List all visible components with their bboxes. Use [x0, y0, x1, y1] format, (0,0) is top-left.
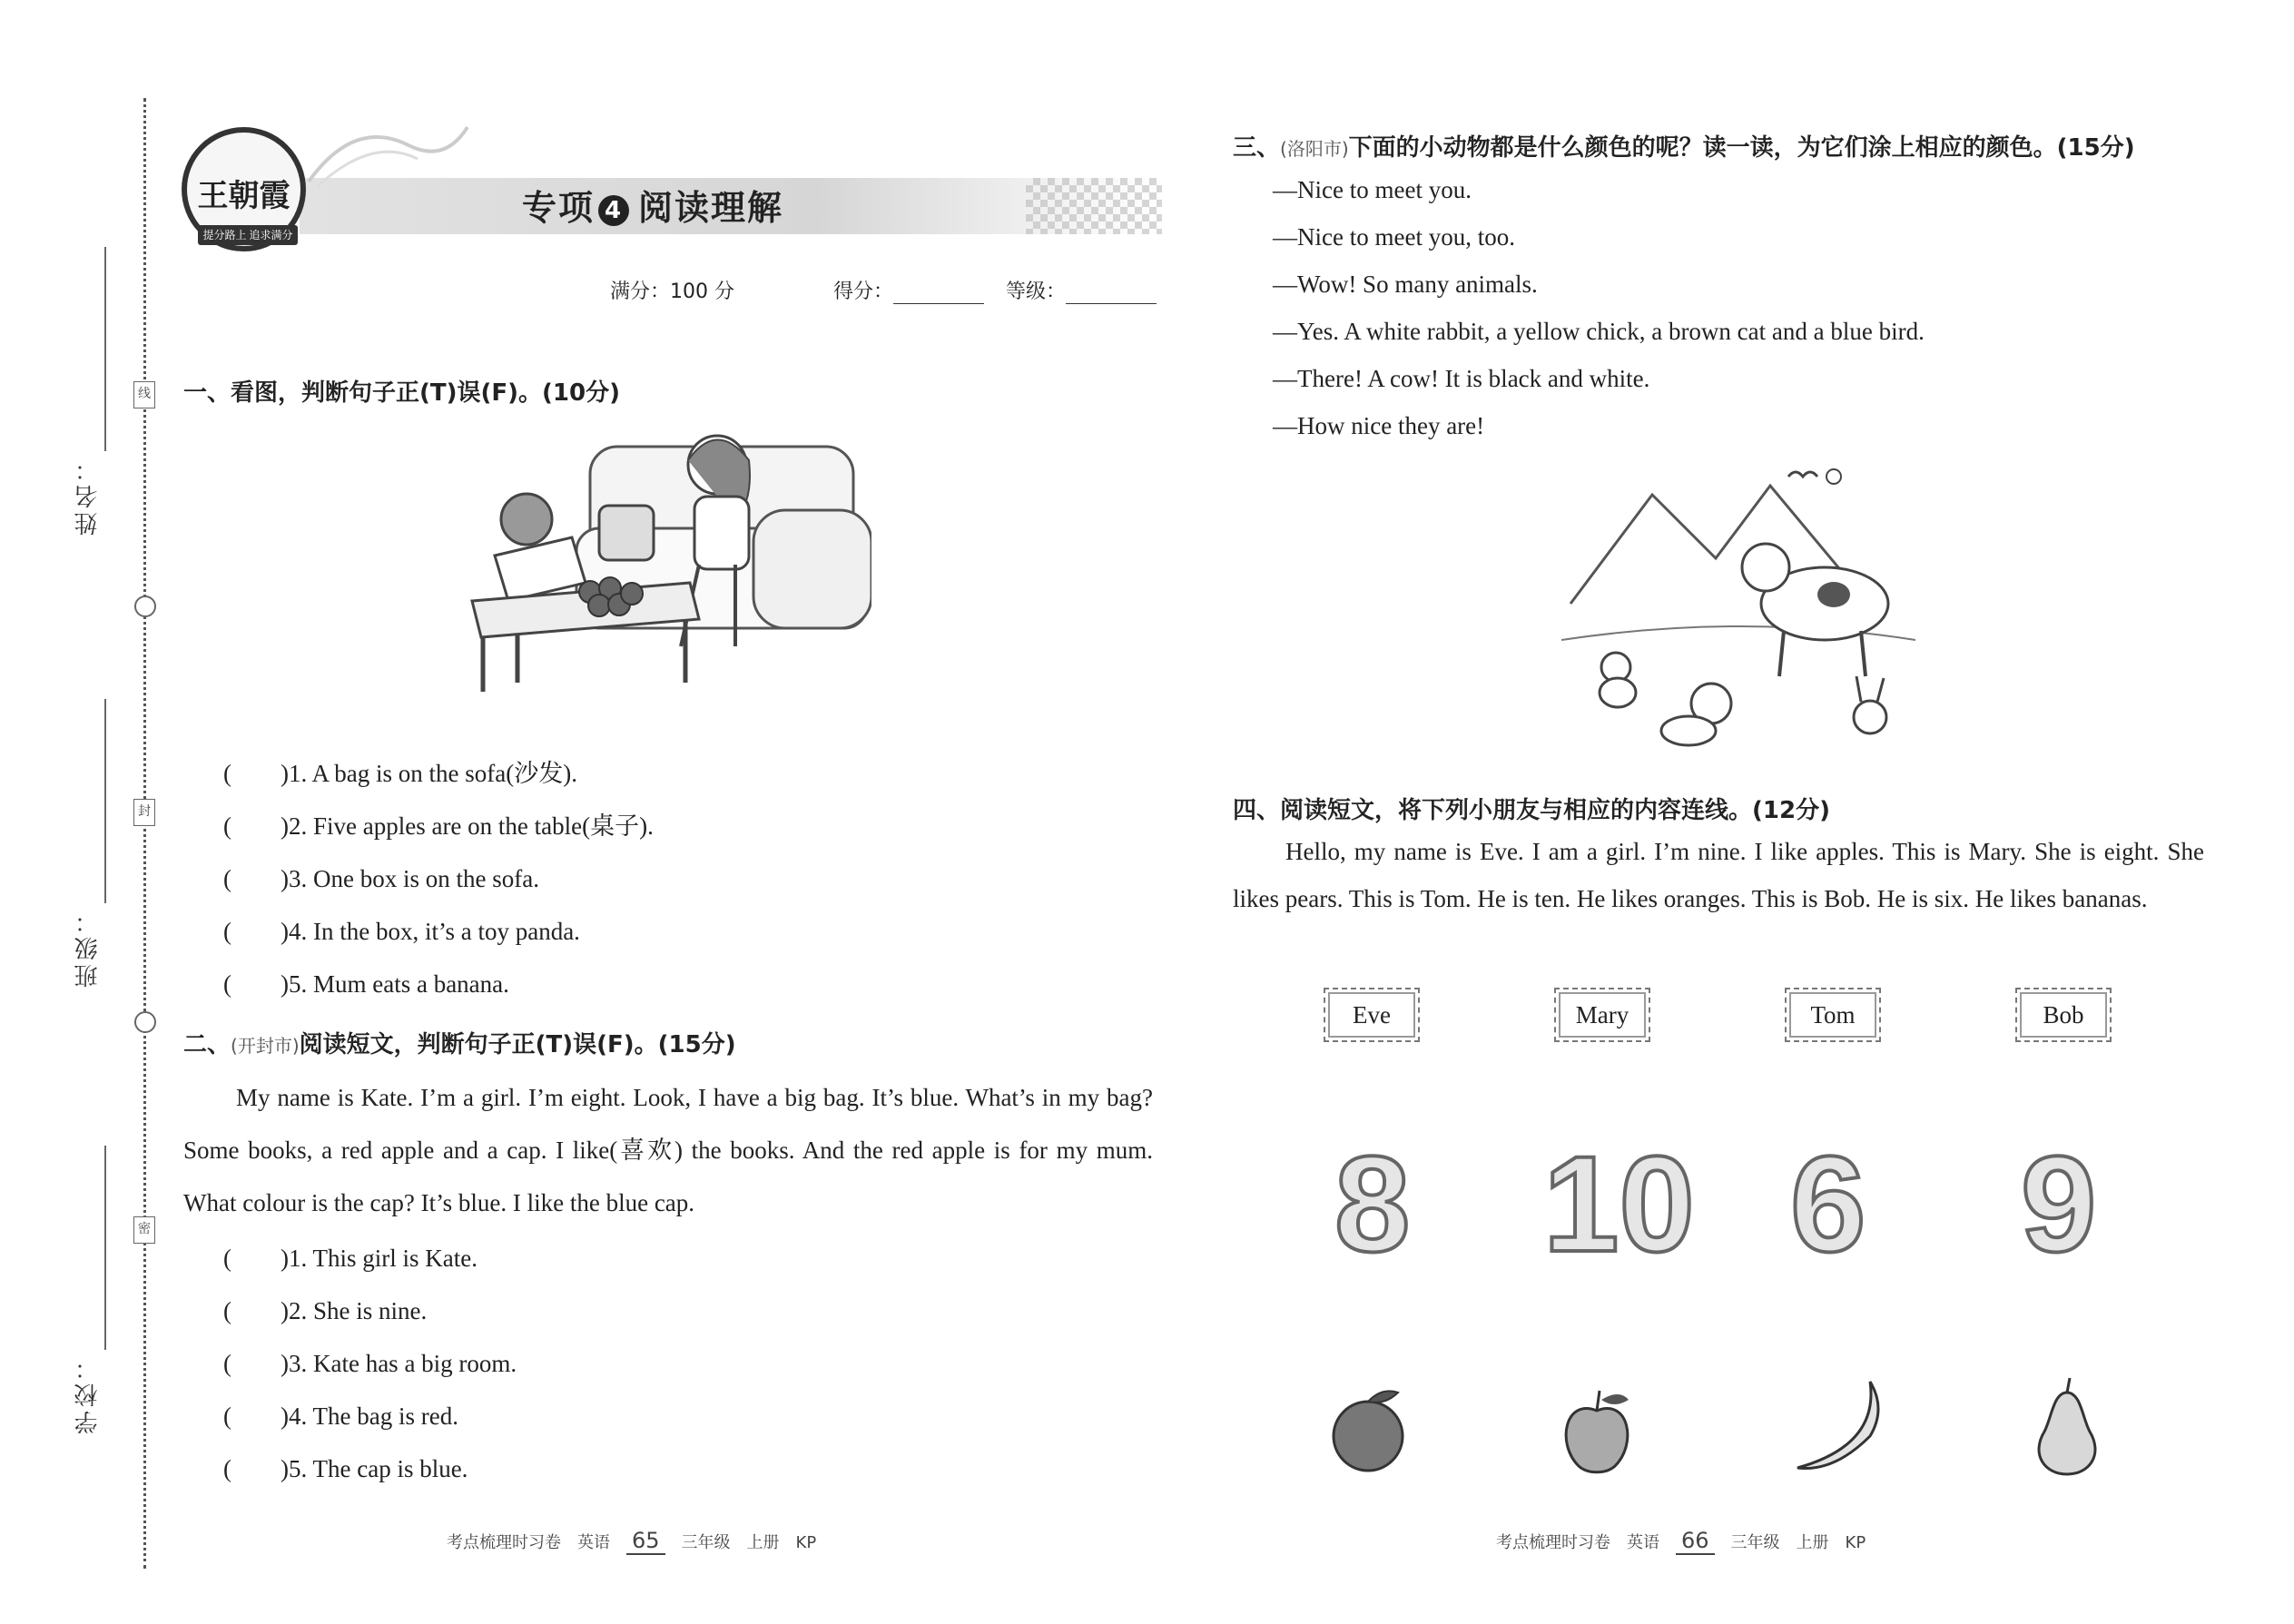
- s2-heading-city: (开封市): [231, 1035, 300, 1057]
- s2-item-2[interactable]: ( )2. She is nine.: [223, 1297, 428, 1324]
- number-six[interactable]: 6: [1790, 1127, 1866, 1280]
- name-box-eve[interactable]: Eve: [1324, 988, 1420, 1042]
- s2-passage: My name is Kate. I’m a girl. I’m eight. Look, I have a big bag. It’s blue. What’s in my bag? Some books, a red apple and a cap. I like(喜欢) the books. And the red apple is for my mum. What colour is the cap? It’s blue. I like the blue cap.: [183, 1084, 1153, 1216]
- binding-dotted-line: [143, 98, 146, 1569]
- class-label: 班级：: [74, 906, 101, 988]
- footer-right: [1496, 1528, 1866, 1555]
- footer-right-book: 考点梳理时习卷 英语: [1496, 1533, 1659, 1552]
- full-marks: 满分：100 分: [610, 281, 734, 303]
- section-3-heading: [1233, 129, 2135, 162]
- footer-left-grade: 三年级 上册 KP: [681, 1533, 817, 1552]
- footer-left-page: 65: [626, 1528, 665, 1555]
- binding-ring-icon: [134, 595, 156, 617]
- section-1-heading: 一、看图，判断句子正(T)误(F)。(10分): [183, 379, 620, 407]
- number-eight[interactable]: 8: [1334, 1127, 1411, 1280]
- s1-item-3[interactable]: ( )3. One box is on the sofa.: [223, 865, 539, 892]
- s3-dialog-6: —How nice they are!: [1273, 412, 1485, 439]
- number-ten[interactable]: 10: [1543, 1127, 1695, 1280]
- page-title: [522, 180, 783, 230]
- school-label: 学校：: [74, 1353, 101, 1434]
- banner-pattern: [1026, 178, 1162, 234]
- binding-ring-icon: [134, 1011, 156, 1033]
- name-label: 姓名：: [74, 454, 101, 536]
- s2-heading-text: 阅读短文，判断句子正(T)误(F)。(15分): [299, 1031, 736, 1058]
- footer-left: [447, 1528, 816, 1555]
- name-box-tom[interactable]: Tom: [1785, 988, 1881, 1042]
- name-underline: [104, 247, 106, 451]
- footer-left-book: 考点梳理时习卷 英语: [447, 1533, 610, 1552]
- farm-animals-illustration: [1561, 458, 1925, 758]
- banana-icon[interactable]: [1779, 1373, 1888, 1481]
- name-box-mary[interactable]: Mary: [1554, 988, 1650, 1042]
- logo-brand-text: 王朝霞: [197, 180, 290, 213]
- s2-item-3[interactable]: ( )3. Kate has a big room.: [223, 1350, 517, 1377]
- s2-item-1[interactable]: ( )1. This girl is Kate.: [223, 1245, 478, 1272]
- school-underline: [104, 1146, 106, 1350]
- s3-dialog-5: —There! A cow! It is black and white.: [1273, 365, 1650, 392]
- section-2-heading: [183, 1026, 736, 1059]
- s3-dialog-4: —Yes. A white rabbit, a yellow chick, a brown cat and a blue bird.: [1273, 318, 1925, 345]
- s2-item-5[interactable]: ( )5. The cap is blue.: [223, 1455, 468, 1482]
- seal-seal-mark: 封: [133, 799, 155, 826]
- footer-right-page: 66: [1676, 1528, 1715, 1555]
- number-nine[interactable]: 9: [2021, 1127, 2097, 1280]
- apple-icon[interactable]: [1547, 1380, 1647, 1480]
- section-4-heading: 四、阅读短文，将下列小朋友与相应的内容连线。(12分): [1233, 797, 1830, 824]
- s3-dialog-1: —Nice to meet you.: [1273, 176, 1472, 203]
- s3-heading-text: 下面的小动物都是什么颜色的呢？读一读，为它们涂上相应的颜色。(15分): [1348, 134, 2135, 162]
- ribbon-decoration-icon: [300, 109, 472, 191]
- pear-icon[interactable]: [2017, 1373, 2117, 1481]
- title-main: 阅读理解: [638, 188, 784, 228]
- title-number: 4: [598, 195, 629, 226]
- s1-item-1[interactable]: ( )1. A bag is on the sofa(沙发).: [223, 760, 577, 787]
- living-room-illustration: [463, 419, 871, 710]
- seal-dense-mark: 密: [133, 1216, 155, 1244]
- score-field: [833, 276, 984, 304]
- footer-right-grade: 三年级 上册 KP: [1730, 1533, 1866, 1552]
- s3-heading-city: (洛阳市): [1280, 138, 1349, 160]
- grade-blank[interactable]: [1066, 285, 1157, 304]
- s4-passage: Hello, my name is Eve. I am a girl. I’m nine. I like apples. This is Mary. She is eight. She likes pears. This is Tom. He is ten. He likes oranges. This is Bob. He is six. He likes bananas.: [1233, 838, 2204, 912]
- s1-item-2[interactable]: ( )2. Five apples are on the table(桌子).: [223, 812, 654, 840]
- s1-item-4[interactable]: ( )4. In the box, it’s a toy panda.: [223, 918, 580, 945]
- s1-item-5[interactable]: ( )5. Mum eats a banana.: [223, 970, 509, 998]
- class-underline: [104, 699, 106, 903]
- s3-heading-num: 三、: [1233, 134, 1281, 162]
- score-blank[interactable]: [893, 285, 984, 304]
- grade-field: [1006, 276, 1157, 304]
- name-box-bob[interactable]: Bob: [2015, 988, 2112, 1042]
- title-prefix: 专项: [522, 188, 596, 228]
- logo-motto: 提分路上 追求满分: [198, 225, 298, 245]
- seal-line-mark: 线: [133, 381, 155, 408]
- s3-dialog-2: —Nice to meet you, too.: [1273, 223, 1515, 251]
- grade-label: 等级：: [1006, 281, 1067, 303]
- s2-item-4[interactable]: ( )4. The bag is red.: [223, 1403, 458, 1430]
- orange-icon[interactable]: [1318, 1380, 1418, 1480]
- score-label: 得分：: [833, 281, 894, 303]
- s2-heading-num: 二、: [183, 1031, 231, 1058]
- s3-dialog-3: —Wow! So many animals.: [1273, 271, 1538, 298]
